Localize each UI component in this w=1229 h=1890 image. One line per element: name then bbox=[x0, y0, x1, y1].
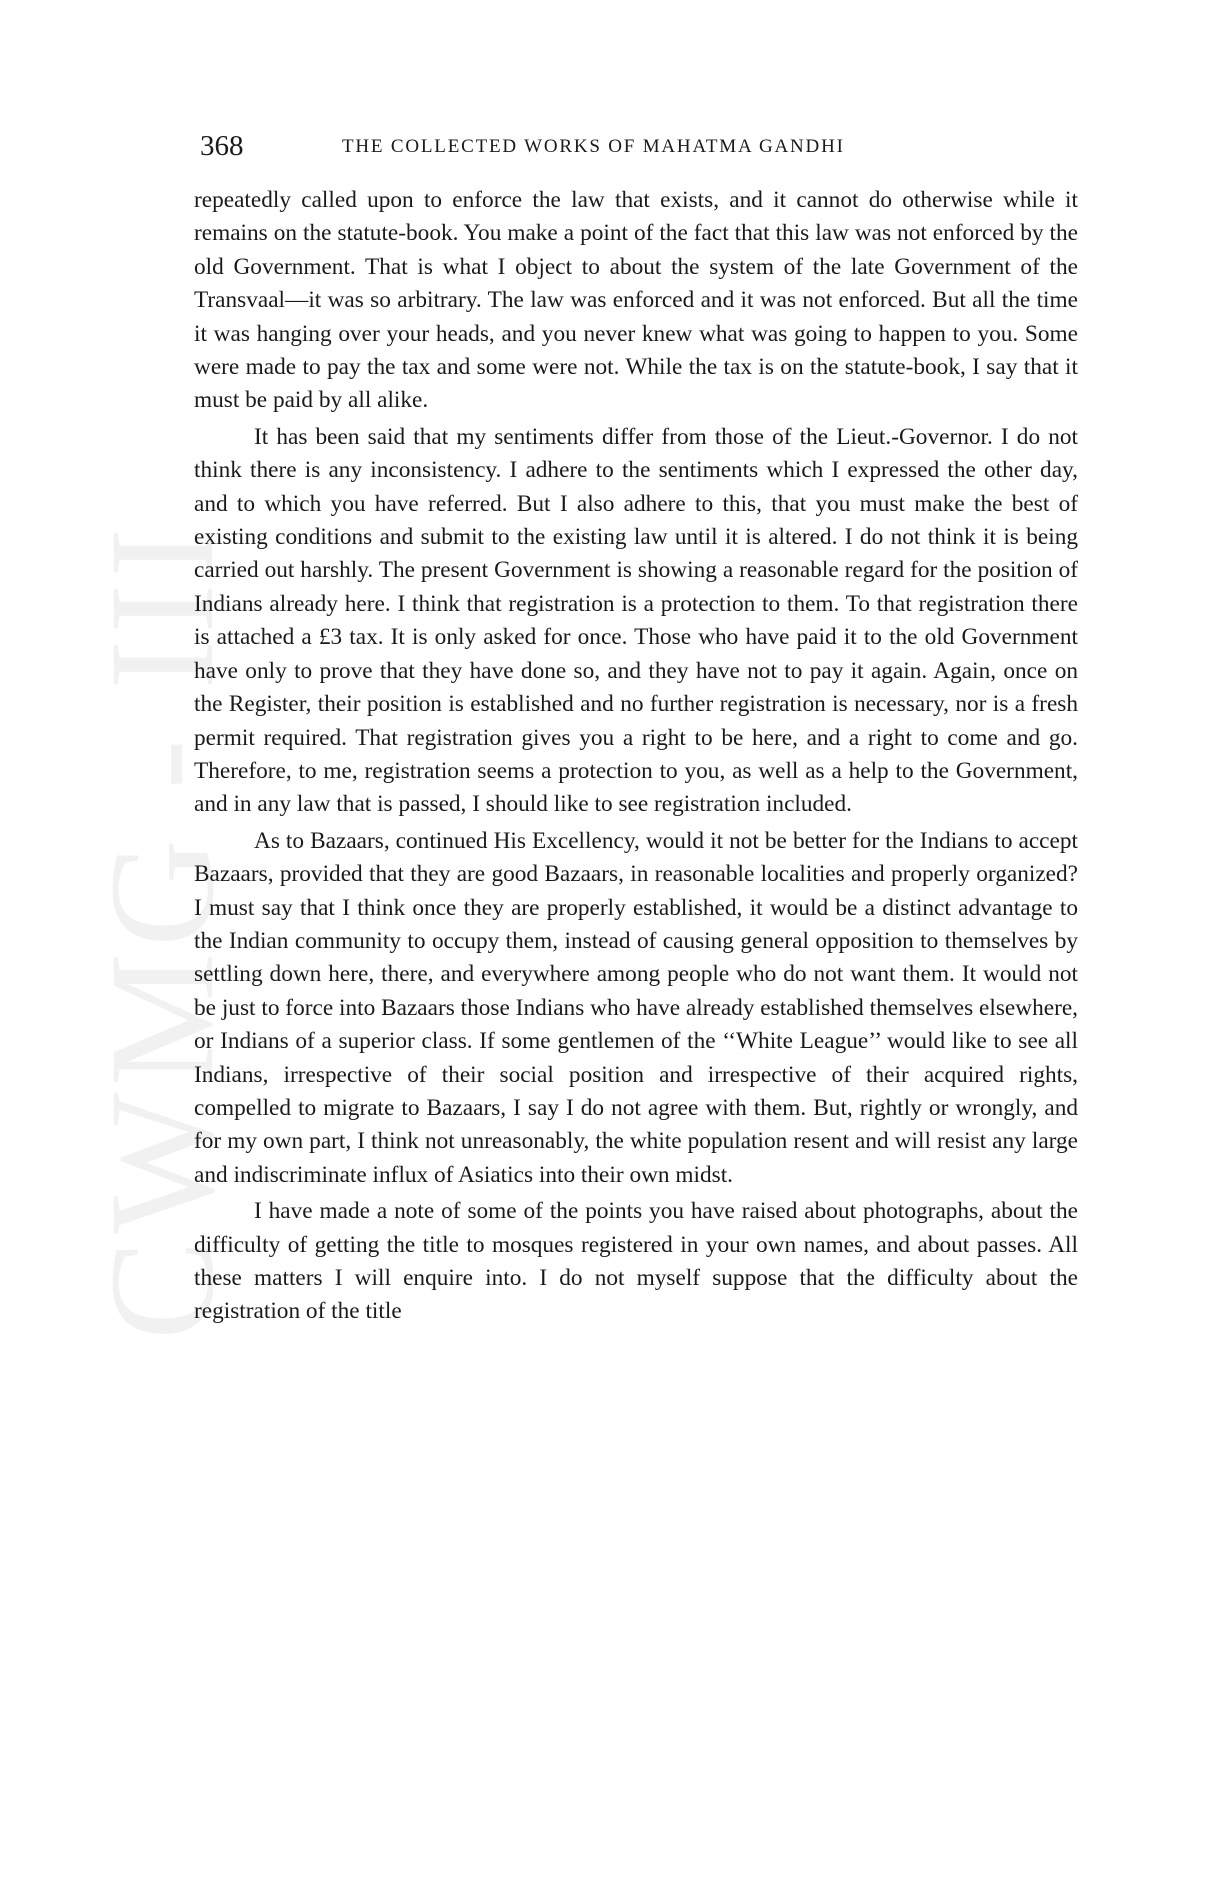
page-number: 368 bbox=[200, 130, 244, 162]
page-header bbox=[200, 126, 1080, 166]
paragraph-1: repeatedly called upon to enforce the law that exists, and it cannot do otherwise while it remains on the statute-book. You make a point of the fact that this law was not enforced by the old Government. That is what I object to about the system of the late Government of the Transvaal—it was so arbitrary. The law was enforced and it was not enforced. But all the time it was hanging over your heads, and you never knew what was going to happen to you. Some were made to pay the tax and some were not. While the tax is on the statute-book, I say that it must be paid by all alike. bbox=[194, 187, 1078, 414]
watermark-text: CWMG - III bbox=[79, 521, 245, 1340]
paragraph-4: I have made a note of some of the points you have raised about photographs, about the difficulty of getting the title to mosques registered in your own names, and about passes. All these matters I will enquire into. I do not myself suppose that the difficulty about the registration of the title bbox=[194, 1198, 1078, 1325]
paragraph-2: It has been said that my sentiments differ from those of the Lieut.-Governor. I do not think there is any inconsistency. I adhere to the sentiments which I expressed the other day, and to which you have referred. But I also adhere to this, that you must make the best of existing conditions and submit to the existing law until it is altered. I do not think it is being carried out harshly. The present Government is showing a reasonable regard for the position of Indians already here. I think that registration is a protection to them. To that registration there is attached a £3 tax. It is only asked for once. Those who have paid it to the old Government have only to prove that they have done so, and they have not to pay it again. Again, once on the Register, their position is established and no further registration is necessary, nor is a fresh permit required. That registration gives you a right to be here, and a right to come and go. Therefore, to me, registration seems a protection to you, as well as a help to the Government, and in any law that is passed, I should like to see registration included. bbox=[194, 423, 1078, 818]
body-text bbox=[194, 184, 1078, 1332]
paragraph-3: As to Bazaars, continued His Excellency, would it not be better for the Indians to accept Bazaars, provided that they are good Bazaars, in reasonable localities and properly organized? I must say that I think once they are properly established, it would be a distinct advantage to the Indian community to occupy them, instead of causing general opposition to themselves by settling down here, there, and everywhere among people who do not want them. It would not be just to force into Bazaars those Indians who have already established themselves elsewhere, or Indians of a superior class. If some gentlemen of the ‘‘White League’’ would like to see all Indians, irrespective of their social position and irrespective of their acquired rights, compelled to migrate to Bazaars, I say I do not agree with them. But, rightly or wrongly, and for my own part, I think not unreasonably, the white population resent and will resist any large and indiscriminate influx of Asiatics into their own midst. bbox=[194, 827, 1078, 1188]
running-head: THE COLLECTED WORKS OF MAHATMA GANDHI bbox=[342, 136, 845, 157]
